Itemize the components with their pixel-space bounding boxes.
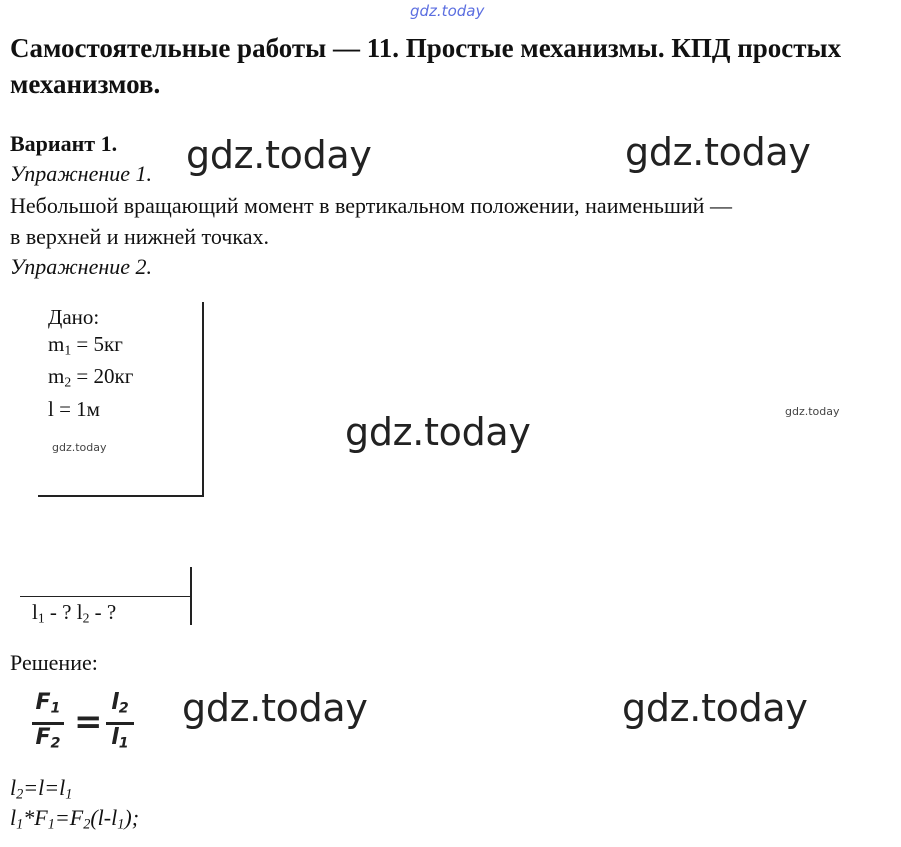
- watermark-small: gdz.today: [785, 405, 840, 418]
- find-l2-name: l: [76, 600, 83, 624]
- given-divider-vertical: [202, 302, 204, 497]
- variant-heading: Вариант 1.: [10, 131, 118, 156]
- watermark: gdz.today: [345, 410, 531, 454]
- find-l1-sub: 1: [37, 610, 45, 626]
- watermark: gdz.today: [186, 133, 372, 177]
- equation-2: $l_1*F_1=F_2(l-l_1)$;: [10, 805, 140, 833]
- solution-label: Решение:: [10, 650, 98, 675]
- equation-1: $l_2=l=l_1$: [10, 775, 73, 803]
- given-m2-name: m: [48, 364, 65, 389]
- given-m1-sub: 1: [64, 342, 72, 358]
- fraction-forces-denominator: $F_2$: [35, 724, 61, 752]
- fraction-lengths-numerator: $l_2$: [111, 690, 129, 717]
- given-m1-value: = 5кг: [71, 332, 123, 356]
- given-m2-value: = 20кг: [71, 364, 134, 389]
- given-block: [48, 304, 133, 423]
- exercise1-answer-line1: Небольшой вращающий момент в вертикальном положении, наименьший —: [10, 193, 732, 218]
- page-title: Самостоятельные работы — 11. Простые механизмы. КПД простых механизмов.: [10, 33, 842, 99]
- exercise1-label: Упражнение 1.: [10, 161, 153, 186]
- fraction-lengths-denominator: $l_1$: [111, 724, 129, 752]
- given-l: l = 1м: [48, 396, 100, 421]
- given-m2-sub: 2: [64, 374, 72, 390]
- given-heading: Дано:: [48, 305, 100, 329]
- find-divider-horizontal: [20, 596, 192, 597]
- equals-sign: =: [74, 702, 103, 742]
- find-l2-tail: - ?: [89, 600, 117, 624]
- find-divider-vertical: [190, 567, 192, 625]
- watermark: gdz.today: [625, 130, 811, 174]
- watermark: gdz.today: [622, 686, 808, 730]
- fraction-forces-numerator: $F_1$: [35, 690, 61, 717]
- find-l2-sub: 2: [82, 610, 90, 626]
- fraction-lengths: [106, 690, 134, 756]
- given-m1: [48, 331, 133, 363]
- given-m2: [48, 363, 133, 395]
- fraction-forces: [32, 690, 64, 756]
- watermark-top: gdz.today: [410, 2, 485, 20]
- find-line: [32, 599, 116, 631]
- exercise2-label: Упражнение 2.: [10, 254, 153, 279]
- find-l1-tail: - ?: [44, 600, 77, 624]
- find-l1-name: l: [32, 600, 38, 624]
- given-divider-horizontal: [38, 495, 204, 497]
- given-m1-name: m: [48, 332, 65, 356]
- watermark: gdz.today: [182, 686, 368, 730]
- exercise1-answer-line2: в верхней и нижней точках.: [10, 224, 269, 249]
- watermark-small: gdz.today: [52, 441, 107, 454]
